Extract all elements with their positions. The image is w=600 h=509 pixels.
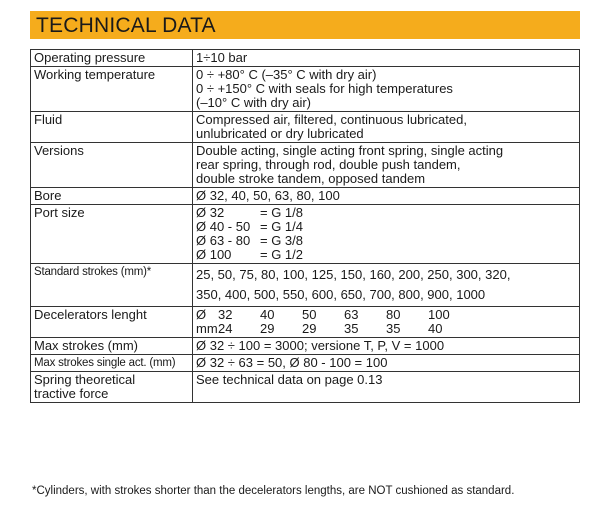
- port-bore: Ø 40 - 50: [196, 219, 251, 234]
- value-line: double stroke tandem, opposed tandem: [196, 171, 426, 186]
- table-row: [31, 143, 580, 188]
- value-line: 350, 400, 500, 550, 600, 650, 700, 800, 900, 1000: [196, 287, 486, 302]
- row-value: [193, 67, 580, 112]
- dec-bore-cell: 80: [386, 307, 401, 322]
- row-label: Fluid: [31, 112, 193, 143]
- row-label: Max strokes (mm): [31, 338, 193, 355]
- section-title: TECHNICAL DATA: [36, 14, 216, 37]
- dec-bore-cell: 63: [344, 307, 359, 322]
- table-row: [31, 67, 580, 112]
- row-label: Decelerators lenght: [31, 307, 193, 338]
- value-line: Compressed air, filtered, continuous lubricated,: [196, 112, 467, 127]
- row-label: [31, 372, 193, 403]
- technical-data-table: [30, 49, 580, 403]
- table-row: [31, 372, 580, 403]
- port-thread: = G 1/2: [260, 247, 303, 262]
- port-size-list: [196, 206, 576, 262]
- row-value: [193, 307, 580, 338]
- dec-bore-cell: Ø: [196, 307, 207, 322]
- port-thread: = G 1/8: [260, 205, 303, 220]
- value-line: (–10° C with dry air): [196, 95, 312, 110]
- row-value: Ø 32, 40, 50, 63, 80, 100: [193, 188, 580, 205]
- value-line: 25, 50, 75, 80, 100, 125, 150, 160, 200, 250, 300, 320,: [196, 267, 511, 282]
- value-line: 0 ÷ +80° C (–35° C with dry air): [196, 67, 377, 82]
- row-label: Working temperature: [31, 67, 193, 112]
- dec-bore-cell: 50: [302, 307, 317, 322]
- table-row: [31, 264, 580, 307]
- dec-bore-cell: 100: [428, 307, 450, 322]
- value-line: unlubricated or dry lubricated: [196, 126, 364, 141]
- table-row: [31, 355, 580, 372]
- label-line: tractive force: [34, 386, 109, 401]
- row-label: Standard strokes (mm)*: [31, 264, 193, 307]
- row-label: Versions: [31, 143, 193, 188]
- dec-bore-cell: 40: [260, 307, 275, 322]
- table-row: [31, 112, 580, 143]
- section-header-banner: [30, 11, 580, 39]
- dec-mm-cell: 40: [428, 321, 443, 336]
- port-thread: = G 3/8: [260, 233, 303, 248]
- table-row: [31, 50, 580, 67]
- table-row: [31, 338, 580, 355]
- value-line: rear spring, through rod, double push tandem,: [196, 157, 461, 172]
- row-label: Max strokes single act. (mm): [31, 355, 193, 372]
- port-bore: Ø 100: [196, 247, 232, 262]
- row-value: [193, 112, 580, 143]
- port-bore: Ø 32: [196, 205, 225, 220]
- label-line: Spring theoretical: [34, 372, 136, 387]
- dec-mm-cell: mm: [196, 321, 218, 336]
- footnote: *Cylinders, with strokes shorter than the decelerators lengths, are NOT cushioned as standard.: [32, 485, 515, 497]
- dec-mm-cell: 29: [260, 321, 275, 336]
- row-value: Ø 32 ÷ 100 = 3000; versione T, P, V = 1000: [193, 338, 580, 355]
- table-row: [31, 307, 580, 338]
- value-line: Double acting, single acting front spring, single acting: [196, 143, 504, 158]
- table-row: [31, 205, 580, 264]
- row-label: Port size: [31, 205, 193, 264]
- decelerators-grid: [196, 308, 576, 336]
- row-value: [193, 205, 580, 264]
- row-label: Operating pressure: [31, 50, 193, 67]
- row-label: Bore: [31, 188, 193, 205]
- row-value: [193, 264, 580, 307]
- dec-bore-cell: 32: [218, 307, 233, 322]
- value-line: 0 ÷ +150° C with seals for high temperatures: [196, 81, 453, 96]
- row-value: See technical data on page 0.13: [193, 372, 580, 403]
- port-thread: = G 1/4: [260, 219, 303, 234]
- row-value: [193, 143, 580, 188]
- row-value: Ø 32 ÷ 63 = 50, Ø 80 - 100 = 100: [193, 355, 580, 372]
- row-value: 1÷10 bar: [193, 50, 580, 67]
- table-row: [31, 188, 580, 205]
- dec-mm-cell: 24: [218, 321, 233, 336]
- dec-mm-cell: 29: [302, 321, 317, 336]
- port-bore: Ø 63 - 80: [196, 233, 251, 248]
- dec-mm-cell: 35: [386, 321, 401, 336]
- dec-mm-cell: 35: [344, 321, 359, 336]
